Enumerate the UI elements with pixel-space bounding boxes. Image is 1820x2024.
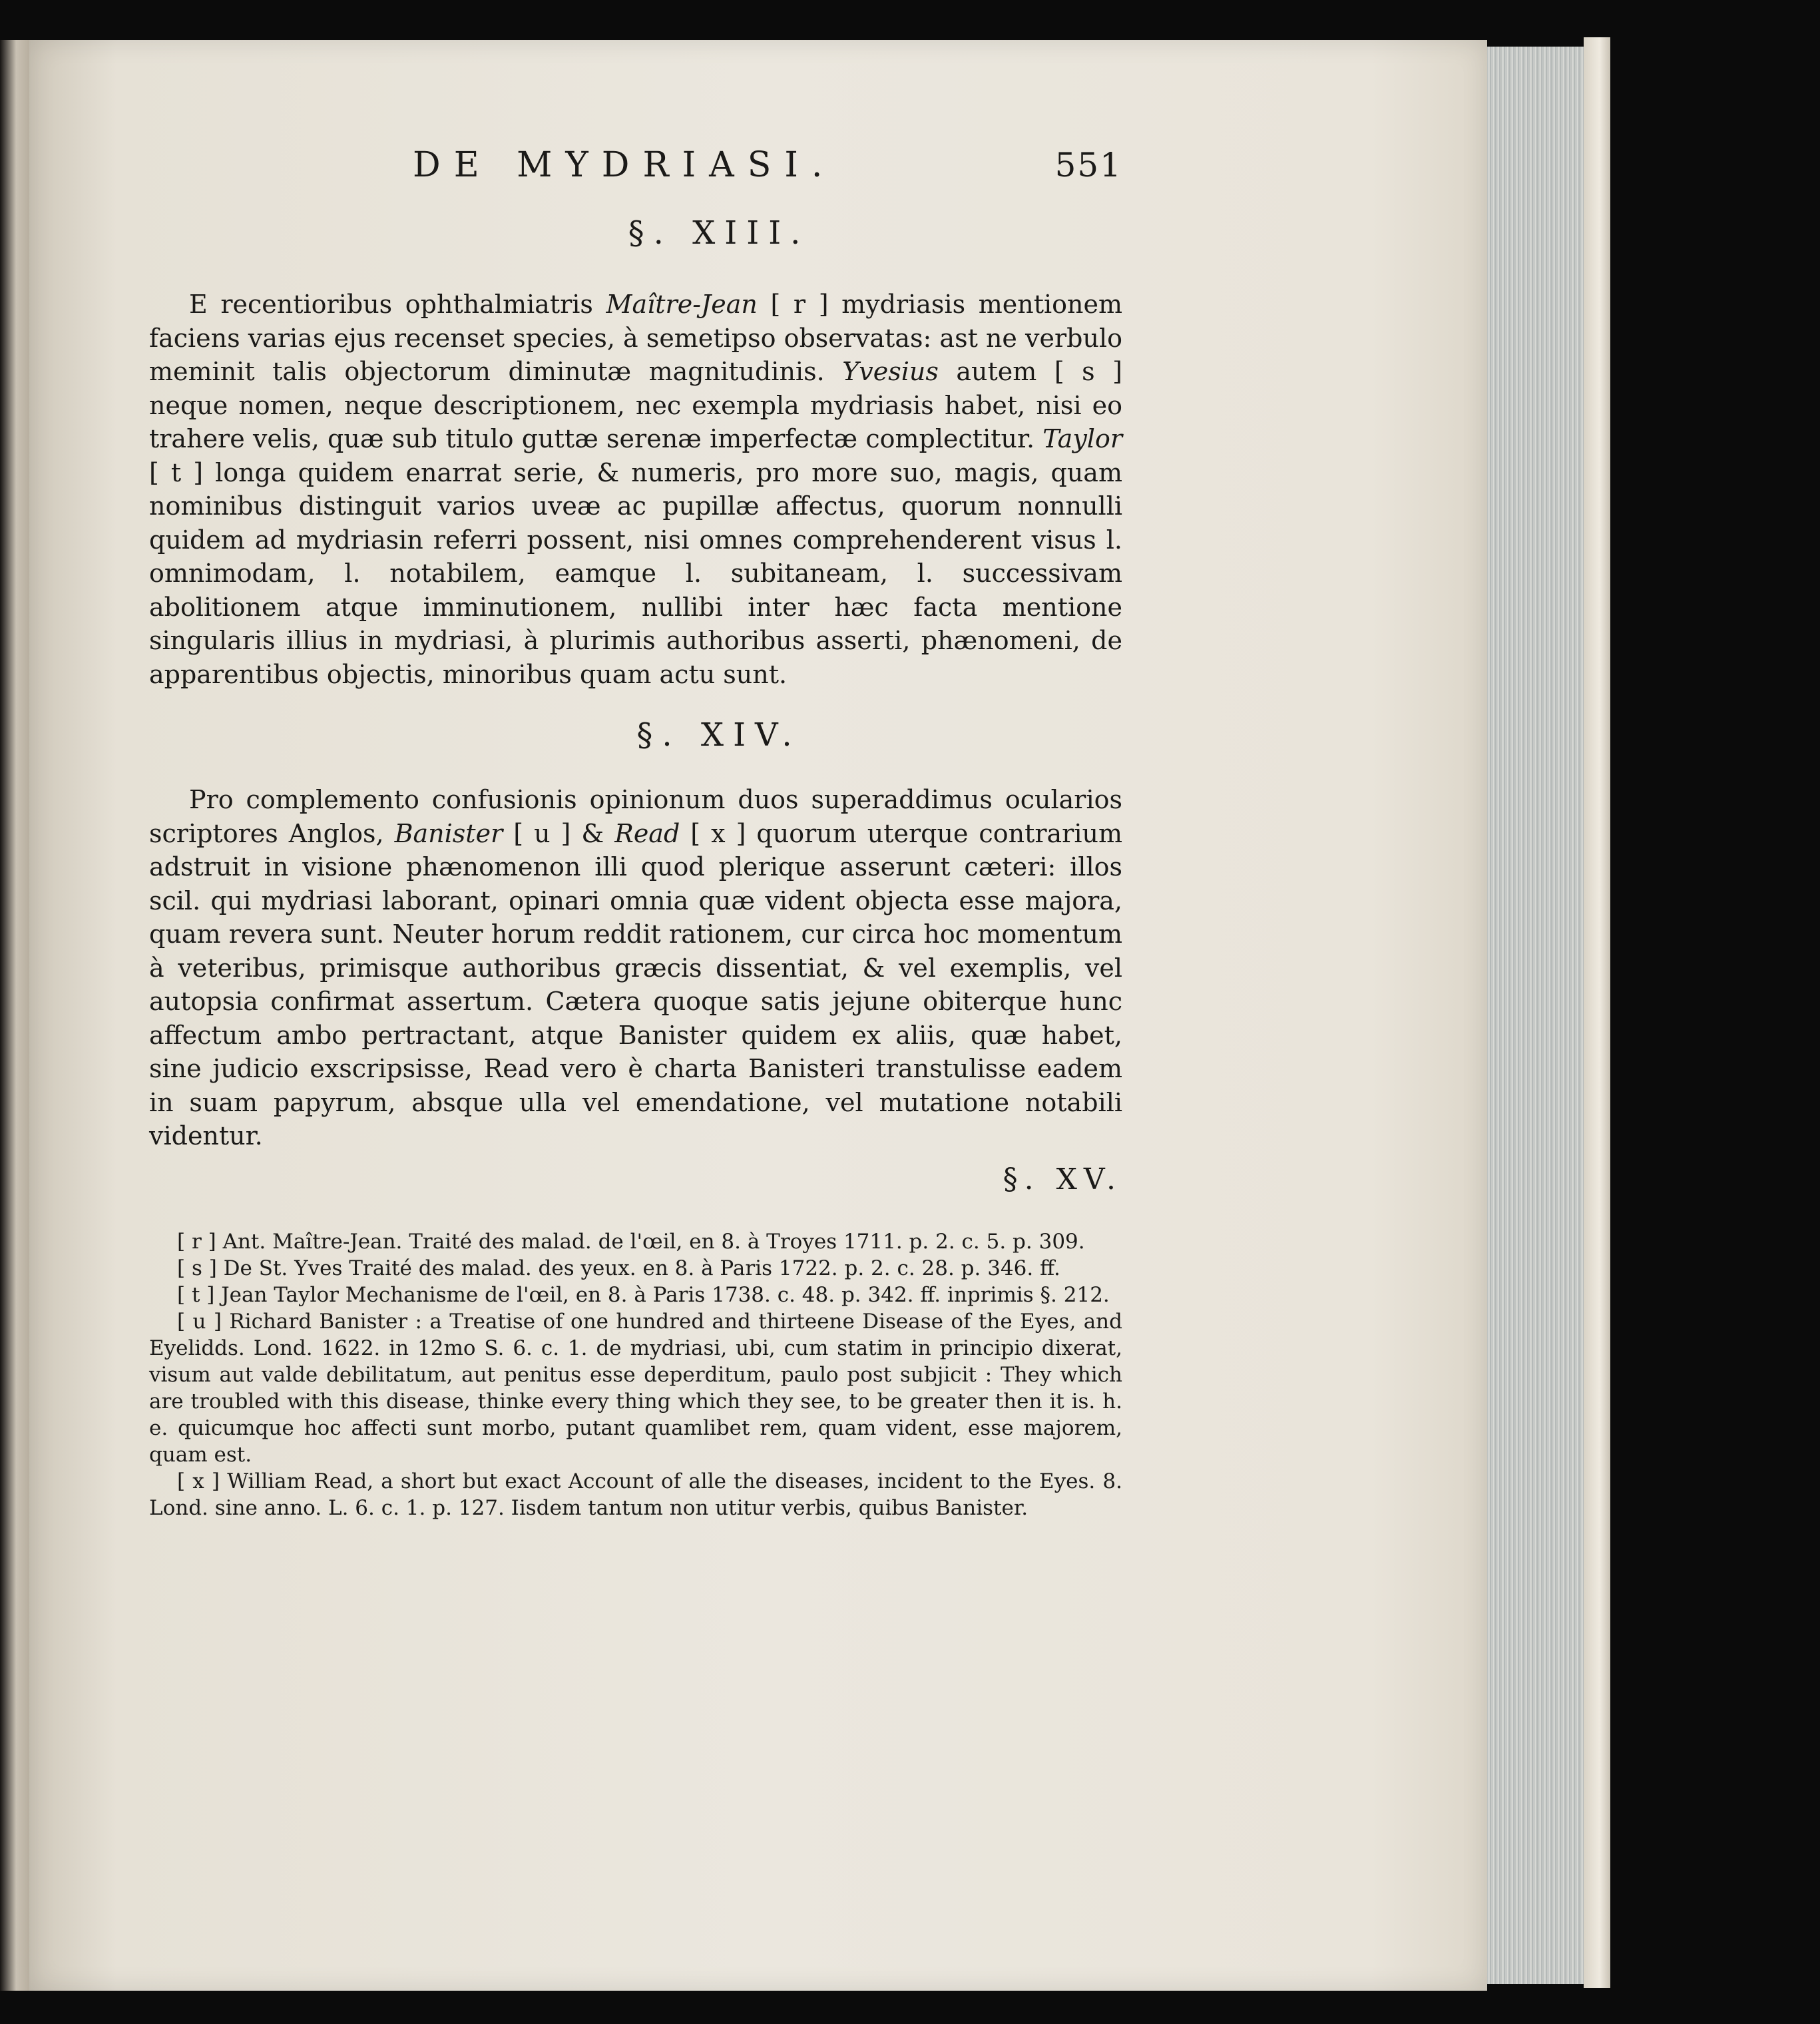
paragraph-xiv: Pro complemento confusionis opinionum duos superaddimus ocularios scriptores Anglos, Banister [ u ] & Read [ x ] quorum uterque contrarium adstruit in visione phænomenon illi quod plerique asserunt cæteri: illos scil. qui mydriasi laborant, opinari omnia quæ vident objecta esse majora, quam revera sunt. Neuter horum reddit rationem, cur circa hoc momentum à veteribus, primisque authoribus græcis dissentiat, & vel exemplis, vel autopsia confirmat assertum. Cætera quoque satis jejune obiterque hunc affectum ambo pertractant, atque Banister quidem ex aliis, quæ habet, sine judicio exscripsisse, Read vero è charta Banisteri transtulisse eadem in suam papyrum, absque ulla vel emendatione, vel mutatione notabili videntur. <box>149 785 1122 1150</box>
footnotes <box>149 1228 1122 1521</box>
paragraph-xiii: E recentioribus ophthalmiatris Maître-Jean [ r ] mydriasis mentionem faciens varias ejus recenset species, à semetipso observatas: ast ne verbulo meminit talis objectorum diminutæ magnitudinis. Yvesius autem [ s ] neque nomen, neque descriptionem, nec exempla mydriasis habet, nisi eo trahere velis, quæ sub titulo guttæ serenæ imperfectæ complectitur. Taylor [ t ] longa quidem enarrat serie, & numeris, pro more suo, magis, quam nominibus distinguit varios uveæ ac pupillæ affectus, quorum nonnulli quidem ad mydriasin referri possent, nisi omnes comprehenderent visus l. omnimodam, l. notabilem, eamque l. subitaneam, l. successivam abolitionem atque imminutionem, nullibi inter hæc facta mentione singularis illius in mydriasi, à plurimis authoribus asserti, phænomeni, de apparentibus objectis, minoribus quam actu sunt. <box>149 290 1123 689</box>
page-content <box>149 145 1122 1521</box>
section-heading-xiv: §. XIV. <box>636 716 801 754</box>
facing-page-edge <box>0 40 29 1991</box>
footnote-x: [ x ] William Read, a short but exact Account of alle the diseases, incident to the Eyes. 8. Lond. sine anno. L. 6. c. 1. p. 127. Iisdem tantum non utitur verbis, quibus Banister. <box>149 1469 1122 1520</box>
running-title: DE MYDRIASI. <box>413 145 836 185</box>
cover-board-edge <box>1584 37 1610 1988</box>
footnote-t: [ t ] Jean Taylor Mechanisme de l'œil, en 8. à Paris 1738. c. 48. p. 342. ff. inprimis §. 212. <box>177 1282 1110 1307</box>
running-head <box>413 145 1122 185</box>
catchword: §. XV. <box>1003 1162 1122 1196</box>
footnote-u: [ u ] Richard Banister : a Treatise of one hundred and thirteene Disease of the Eyes, and Eyelidds. Lond. 1622. in 12mo S. 6. c. 1. de mydriasi, ubi, cum statim in principio dixerat, visum aut valde debilitatum, aut penitus esse deperditum, paulo post subjicit : They which are troubled with this disease, thinke every thing which they see, to be greater then it is. h. e. quicumque hoc affecti sunt morbo, putant quamlibet rem, quam vident, esse majorem, quam est. <box>149 1309 1122 1467</box>
section-heading-xiii: §. XIII. <box>628 214 810 252</box>
footnote-s: [ s ] De St. Yves Traité des malad. des yeux. en 8. à Paris 1722. p. 2. c. 28. p. 346. ff. <box>177 1256 1060 1280</box>
page-block-edge <box>1487 47 1584 1984</box>
page-number: 551 <box>1054 146 1122 184</box>
footnote-r: [ r ] Ant. Maître-Jean. Traité des malad. de l'œil, en 8. à Troyes 1711. p. 2. c. 5. p. 309. <box>177 1229 1085 1254</box>
